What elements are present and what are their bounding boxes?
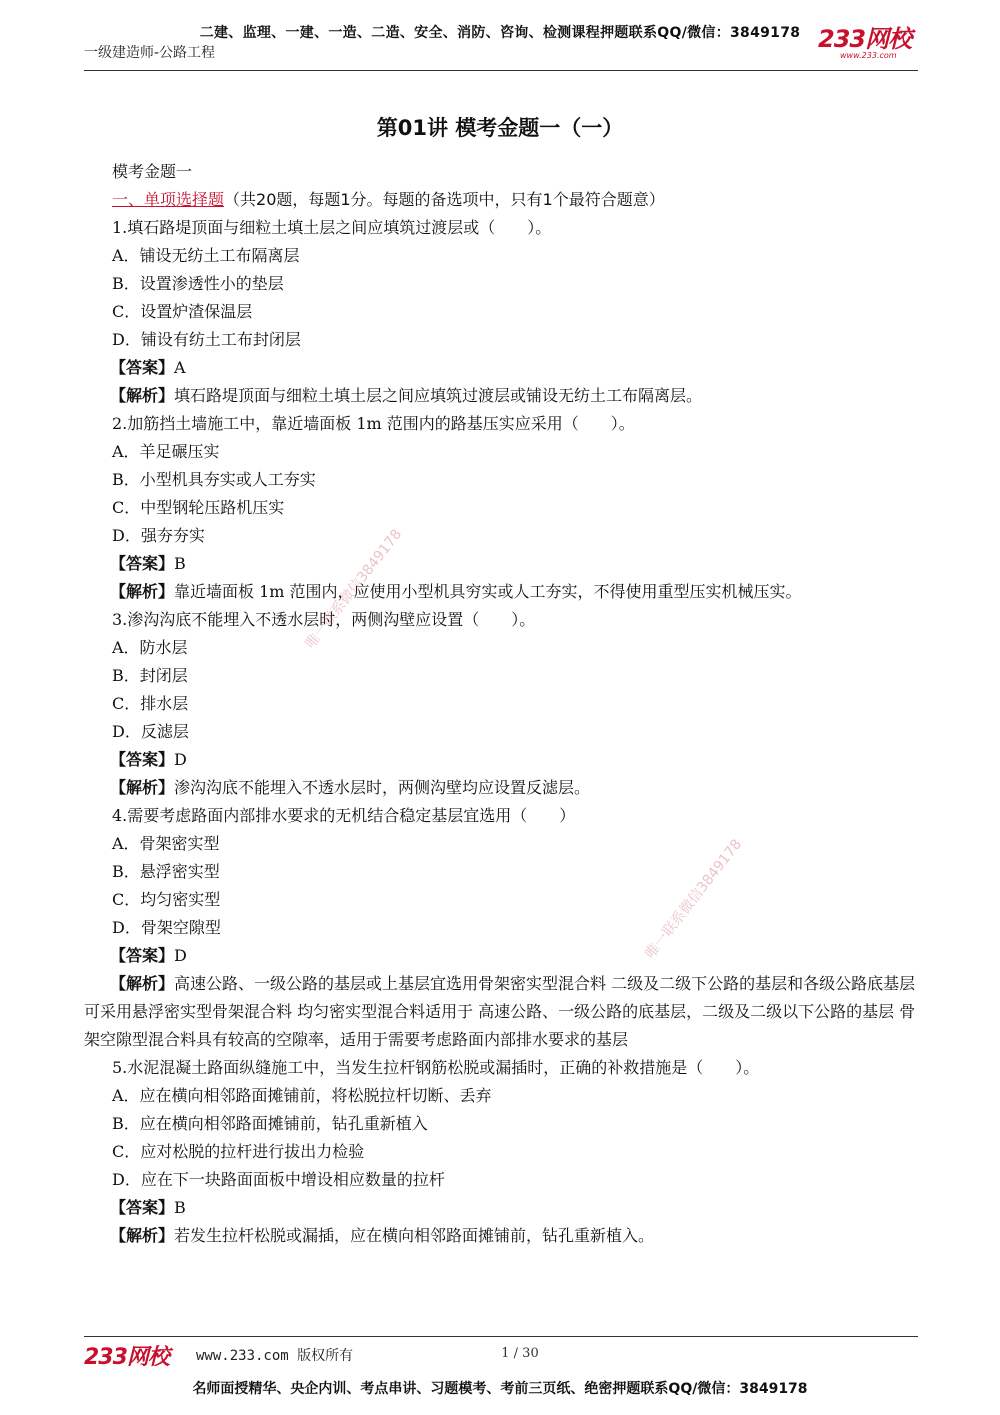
tag-label: 【解析】	[110, 974, 175, 993]
text-line: 4.需要考虑路面内部排水要求的无机结合稳定基层宜选用（ ）	[112, 806, 576, 825]
text-line: A．防水层	[112, 638, 188, 657]
tag-label: 【解析】	[110, 582, 175, 601]
tag-label: 【解析】	[110, 778, 175, 797]
answer-line	[110, 354, 924, 382]
tag-label: 【答案】	[110, 358, 175, 377]
brand-logo	[818, 26, 928, 66]
document-body	[84, 158, 924, 1250]
watermark: 唯一联系微信3849178	[302, 526, 406, 652]
tag-text: 填石路堤顶面与细粒土填土层之间应填筑过渡层或铺设无纺土工布隔离层。	[174, 386, 703, 405]
text-line: B．应在横向相邻路面摊铺前，钻孔重新植入	[112, 1114, 428, 1133]
text-line: 模考金题一	[112, 162, 193, 181]
tag-label: 【解析】	[110, 1226, 175, 1245]
text-line: A．应在横向相邻路面摊铺前，将松脱拉杆切断、丢弃	[112, 1086, 492, 1105]
text-line: B．悬浮密实型	[112, 862, 220, 881]
tag-text: B	[174, 554, 186, 573]
text-line: 2.加筋挡土墙施工中，靠近墙面板 1m 范围内的路基压实应采用（ ）。	[112, 414, 635, 433]
logo-brand-text: 233网校	[818, 25, 912, 53]
text-line: D．骨架空隙型	[112, 918, 221, 937]
watermark: 唯一联系微信3849178	[642, 836, 746, 962]
tag-label: 【解析】	[110, 386, 175, 405]
text-line: 3.渗沟沟底不能埋入不透水层时，两侧沟壁应设置（ ）。	[112, 610, 536, 629]
text-line: 5.水泥混凝土路面纵缝施工中，当发生拉杆钢筋松脱或漏插时，正确的补救措施是（ ）。	[112, 1058, 760, 1077]
text-line: 1.填石路堤顶面与细粒土填土层之间应填筑过渡层或（ ）。	[112, 218, 552, 237]
text-line: A．骨架密实型	[112, 834, 220, 853]
text-line: B．封闭层	[112, 666, 188, 685]
tag-label: 【答案】	[110, 1198, 175, 1217]
text-line: B．小型机具夯实或人工夯实	[112, 470, 316, 489]
explanation-line	[110, 774, 924, 802]
answer-line	[110, 550, 924, 578]
answer-line	[110, 746, 924, 774]
answer-line	[110, 942, 924, 970]
tag-text: 高速公路、一级公路的基层或上基层宜选用骨架密实型混合料 二级及二级下公路的基层和各级公路底基层可采用悬浮密实型骨架混合料 均匀密实型混合料适用于 高速公路、一级公路的底基层，二级及二级以下公路的基层 骨架空隙型混合料具有较高的空隙率，适用于需要考虑路面内部排水要求的基层	[84, 974, 916, 1049]
text-line: C．中型钢轮压路机压实	[112, 498, 285, 517]
footer-promo-line: 名师面授精华、央企内训、考点串讲、习题模考、考前三页纸、绝密押题联系QQ/微信：3849178	[192, 1381, 808, 1397]
text-line: C．排水层	[112, 694, 189, 713]
tag-label: 【答案】	[110, 750, 175, 769]
tag-label: 【答案】	[110, 946, 175, 965]
tag-text: 若发生拉杆松脱或漏插，应在横向相邻路面摊铺前，钻孔重新植入。	[174, 1226, 655, 1245]
section-heading	[112, 186, 924, 214]
text-line: D．应在下一块路面面板中增设相应数量的拉杆	[112, 1170, 445, 1189]
text-line: D．铺设有纺土工布封闭层	[112, 330, 301, 349]
explanation-line	[110, 578, 924, 606]
header-subject: 一级建造师-公路工程	[84, 45, 216, 61]
text-line: B．设置渗透性小的垫层	[112, 274, 284, 293]
footer-logo: 233网校	[84, 1345, 169, 1370]
page-number: 1 / 30	[501, 1346, 539, 1361]
header-divider	[84, 70, 918, 71]
tag-label: 【答案】	[110, 554, 175, 573]
section-heading-note: （共20题，每题1分。每题的备选项中，只有1个最符合题意）	[224, 190, 665, 209]
text-line: A．铺设无纺土工布隔离层	[112, 246, 300, 265]
text-line: C．设置炉渣保温层	[112, 302, 253, 321]
page-title: 第01讲 模考金题一（一）	[376, 116, 624, 140]
text-line: A．羊足碾压实	[112, 442, 220, 461]
tag-text: 渗沟沟底不能埋入不透水层时，两侧沟壁均应设置反滤层。	[174, 778, 591, 797]
explanation-line	[110, 1222, 924, 1250]
section-heading-link[interactable]: 一、单项选择题	[112, 190, 225, 209]
header-promo-line: 二建、监理、一建、一造、二造、安全、消防、咨询、检测课程押题联系QQ/微信：3849178	[199, 25, 801, 41]
tag-text: D	[174, 946, 187, 965]
tag-text: D	[174, 750, 187, 769]
footer-copyright: www.233.com 版权所有	[196, 1348, 354, 1364]
text-line: D．强夯夯实	[112, 526, 205, 545]
logo-url-text: www.233.com	[840, 51, 897, 60]
tag-text: A	[174, 358, 186, 377]
text-line: C．均匀密实型	[112, 890, 221, 909]
tag-text: B	[174, 1198, 186, 1217]
text-line: C．应对松脱的拉杆进行拔出力检验	[112, 1142, 365, 1161]
explanation-line	[84, 970, 924, 1054]
text-line: D．反滤层	[112, 722, 189, 741]
tag-text: 靠近墙面板 1m 范围内，应使用小型机具穷实或人工夯实，不得使用重型压实机械压实。	[174, 582, 802, 601]
answer-line	[110, 1194, 924, 1222]
explanation-line	[110, 382, 924, 410]
footer-divider	[84, 1336, 918, 1337]
